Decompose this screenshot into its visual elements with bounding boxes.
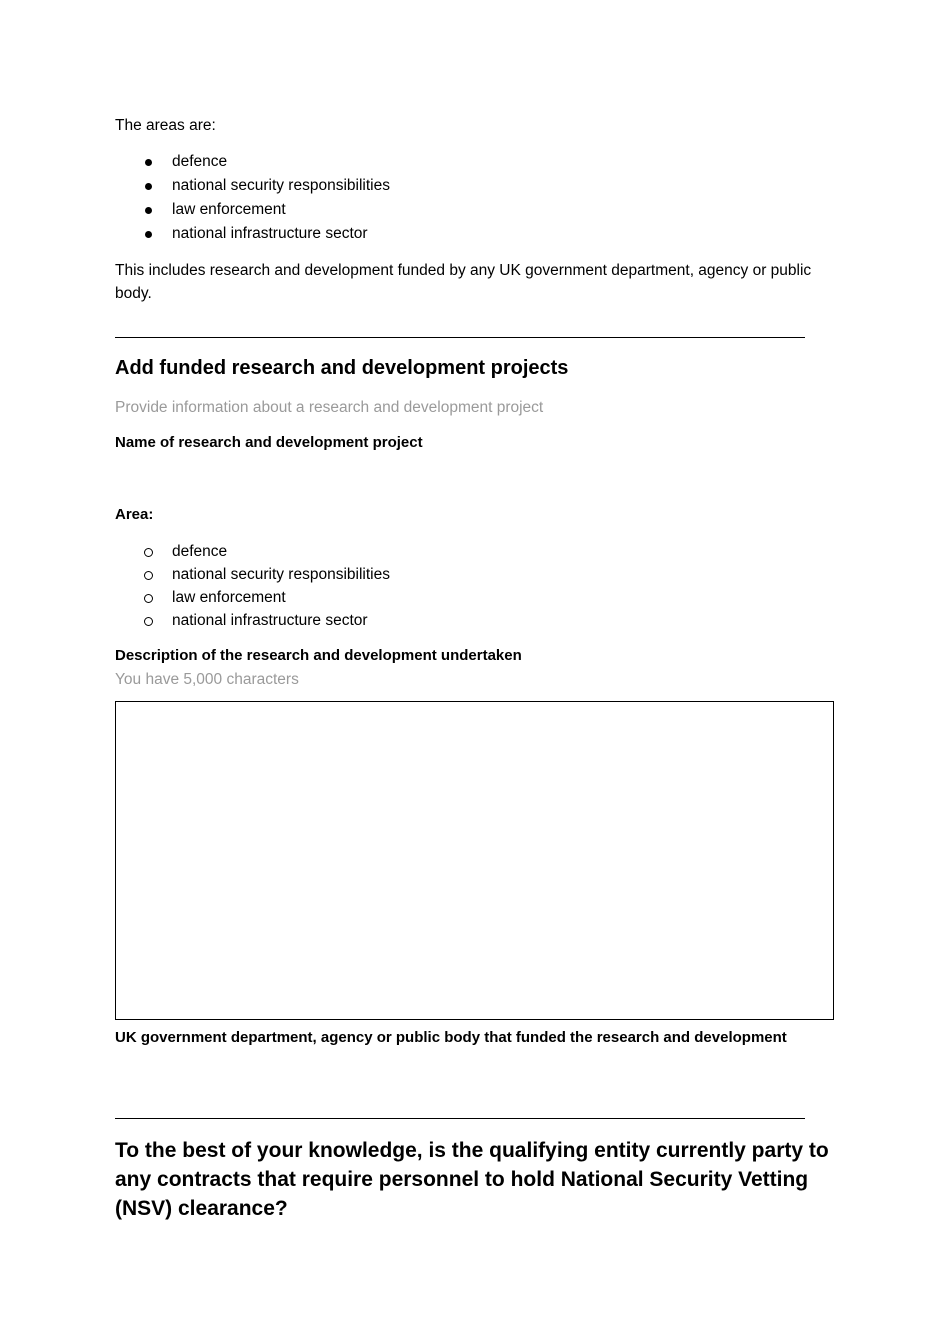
radio-circle-icon[interactable] bbox=[144, 617, 153, 626]
area-option-infrastructure[interactable]: national infrastructure sector bbox=[115, 609, 390, 632]
section-hint: Provide information about a research and development project bbox=[115, 399, 544, 416]
radio-circle-icon[interactable] bbox=[144, 594, 153, 603]
areas-list bbox=[115, 150, 390, 246]
bullet-icon bbox=[145, 159, 152, 166]
bullet-icon bbox=[145, 183, 152, 190]
bullet-icon bbox=[145, 231, 152, 238]
area-option-national-security[interactable]: national security responsibilities bbox=[115, 563, 390, 586]
description-label: Description of the research and development undertaken bbox=[115, 647, 522, 664]
area-option-law-enforcement[interactable]: law enforcement bbox=[115, 586, 390, 609]
divider bbox=[115, 337, 805, 338]
radio-circle-icon[interactable] bbox=[144, 571, 153, 580]
next-question-title: To the best of your knowledge, is the qualifying entity currently party to any contracts that require personnel to hold National Security Vetting (NSV) clearance? bbox=[115, 1139, 829, 1220]
area-label: Area: bbox=[115, 506, 154, 523]
area-options bbox=[115, 540, 390, 632]
areas-intro: The areas are: bbox=[115, 117, 216, 134]
description-textarea[interactable] bbox=[115, 701, 834, 1020]
list-item: defence bbox=[115, 150, 390, 174]
radio-circle-icon[interactable] bbox=[144, 548, 153, 557]
funder-label: UK government department, agency or public body that funded the research and development bbox=[115, 1029, 787, 1046]
project-name-label: Name of research and development project bbox=[115, 434, 423, 451]
section-title: Add funded research and development projects bbox=[115, 357, 569, 379]
list-item: national infrastructure sector bbox=[115, 222, 390, 246]
includes-text: This includes research and development funded by any UK government department, agency or public body. bbox=[115, 262, 812, 302]
area-option-defence[interactable]: defence bbox=[115, 540, 390, 563]
list-item: law enforcement bbox=[115, 198, 390, 222]
divider bbox=[115, 1118, 805, 1119]
list-item: national security responsibilities bbox=[115, 174, 390, 198]
description-hint: You have 5,000 characters bbox=[115, 671, 299, 688]
bullet-icon bbox=[145, 207, 152, 214]
